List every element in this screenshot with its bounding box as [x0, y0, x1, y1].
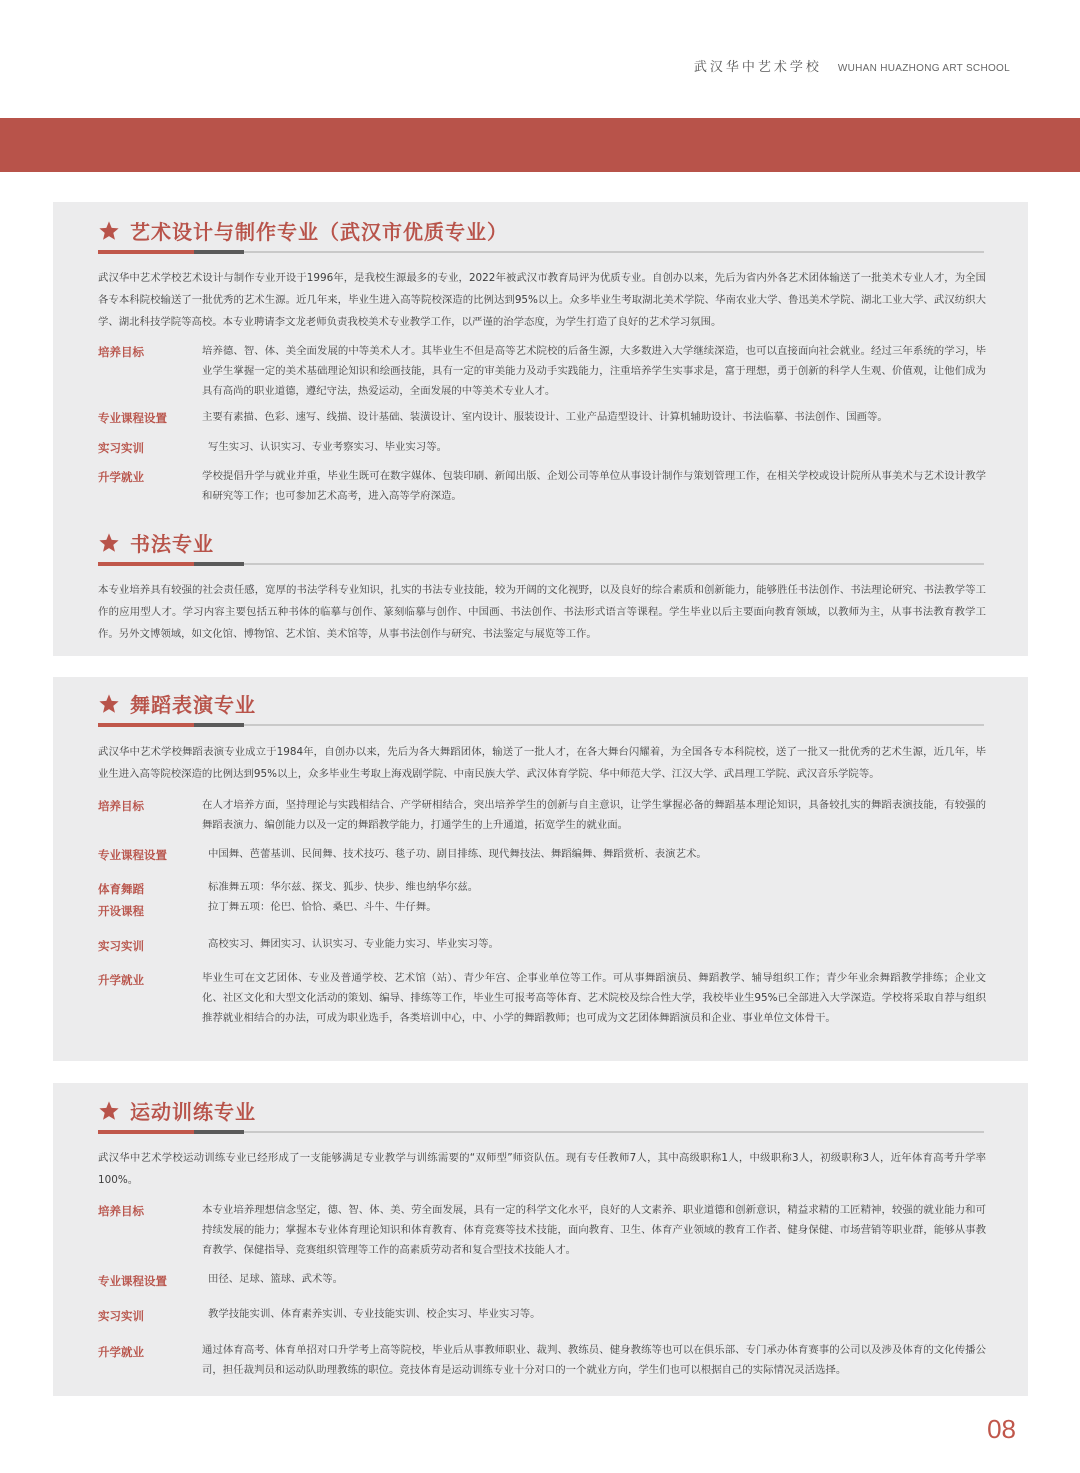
calligraphy-intro: 本专业培养具有较强的社会责任感，宽厚的书法学科专业知识，扎实的书法专业技能，较为开阔的文化视野，以及良好的综合素质和创新能力，能够胜任书法创作、书法理论研究、书法教学等工作的应用型人才。学习内容主要包括五种书体的临摹与创作、篆刻临摹与创作、中国画、书法创作、书法形式语言等课程。学生毕业以后主要面向教育领域，以教师为主，从事书法教育教学工作。另外文博领域，如文化馆、博物馆、艺术馆、美术馆等，从事书法创作与研究、书法鉴定与展览等工作。: [98, 584, 986, 640]
label-practice: 实习实训: [98, 939, 144, 953]
page-header: [694, 56, 1010, 75]
art-design-intro: 武汉华中艺术学校艺术设计与制作专业开设于1996年，是我校生源最多的专业，2022年被武汉市教育局评为优质专业。自创办以来，先后为省内外各艺术团体输送了一批美术专业人才，为全国各专本科院校输送了一批优秀的艺术生源。近几年来，毕业生进入高等院校深造的比例达到95%以上。众多毕业生考取湖北美术学院、华南农业大学、鲁迅美术学院、湖北工业大学、武汉纺织大学、湖北科技学院等高校。本专业聘请李文龙老师负责我校美术专业教学工作，以严谨的治学态度，为学生打造了良好的艺术学习氛围。: [98, 272, 986, 328]
label-career: 升学就业: [98, 973, 144, 987]
label-courses: 专业课程设置: [98, 1274, 167, 1288]
label-courses: 专业课程设置: [98, 411, 167, 425]
art-design-title: 艺术设计与制作专业（武汉市优质专业）: [130, 220, 508, 244]
section-divider: [98, 723, 984, 727]
section-divider: [98, 1130, 984, 1134]
red-banner: [0, 118, 1080, 172]
text-goal: 本专业培养理想信念坚定，德、智、体、美、劳全面发展，具有一定的科学文化水平，良好的人文素养、职业道德和创新意识，精益求精的工匠精神，较强的就业能力和可持续发展的能力；掌握本专业体育理论知识和体育教育、体育竞赛等技术技能，面向教育、卫生、体育产业领域的教育工作者、健身保健、市场营销等职业群，能够从事教育教学、保健指导、竞赛组织管理等工作的高素质劳动者和复合型技术技能人才。: [202, 1204, 986, 1256]
school-name-cn: 武汉华中艺术学校: [693, 60, 822, 75]
text-practice: 写生实习、认识实习、专业考察实习、毕业实习等。: [208, 441, 447, 453]
star-icon: [98, 220, 120, 242]
sports-title: 运动训练专业: [130, 1100, 256, 1124]
panel-art-calligraphy: [53, 202, 1028, 656]
label-sport-dance-courses: 开设课程: [98, 904, 144, 918]
label-practice: 实习实训: [98, 1309, 144, 1323]
dance-title: 舞蹈表演专业: [130, 693, 256, 717]
text-practice: 高校实习、舞团实习、认识实习、专业能力实习、毕业实习等。: [208, 938, 499, 950]
section-divider: [98, 250, 984, 254]
section-title-calligraphy: [98, 528, 214, 557]
label-sport-dance: 体育舞蹈: [98, 882, 144, 896]
panel-sports: [53, 1083, 1028, 1396]
text-courses: 主要有素描、色彩、速写、线描、设计基础、装潢设计、室内设计、服装设计、工业产品造型设计、计算机辅助设计、书法临摹、书法创作、国画等。: [202, 411, 888, 423]
text-career: 毕业生可在文艺团体、专业及普通学校、艺术馆（站）、青少年宫、企事业单位等工作。可从事舞蹈演员、舞蹈教学、辅导组织工作；青少年业余舞蹈教学排练；企业文化、社区文化和大型文化活动的策划、编导、排练等工作，毕业生可报考高等体育、艺术院校及综合性大学，我校毕业生95%已全部进入大学深造。学校将采取自荐与组织推荐就业相结合的办法，可成为职业选手，各类培训中心，中、小学的舞蹈教师；也可成为文艺团体舞蹈演员和企业、事业单位文体骨干。: [202, 972, 986, 1024]
section-divider: [98, 562, 984, 566]
section-title-sports: [98, 1096, 256, 1125]
label-practice: 实习实训: [98, 441, 144, 455]
text-career: 学校提倡升学与就业并重，毕业生既可在数字媒体、包装印刷、新闻出版、企划公司等单位从事设计制作与策划管理工作，在相关学校或设计院所从事美术与艺术设计教学和研究等工作；也可参加艺术高考，进入高等学府深造。: [202, 470, 986, 502]
section-title-art-design: [98, 216, 508, 245]
label-goal: 培养目标: [98, 1204, 144, 1218]
dance-intro: 武汉华中艺术学校舞蹈表演专业成立于1984年，自创办以来，先后为各大舞蹈团体，输送了一批人才，在各大舞台闪耀着，为全国各专本科院校，送了一批又一批优秀的艺术生源，近几年，毕业生进入高等院校深造的比例达到95%以上，众多毕业生考取上海戏剧学院、中南民族大学、武汉体育学院、华中师范大学、江汉大学、武昌理工学院、武汉音乐学院等。: [98, 746, 986, 780]
text-practice: 教学技能实训、体育素养实训、专业技能实训、校企实习、毕业实习等。: [208, 1308, 541, 1320]
text-standard-dance: 标准舞五项：华尔兹、探戈、狐步、快步、维也纳华尔兹。: [208, 881, 479, 893]
text-courses: 田径、足球、篮球、武术等。: [208, 1273, 344, 1285]
text-latin-dance: 拉丁舞五项：伦巴、恰恰、桑巴、斗牛、牛仔舞。: [208, 901, 437, 913]
school-name-en: WUHAN HUAZHONG ART SCHOOL: [837, 63, 1010, 74]
text-courses: 中国舞、芭蕾基训、民间舞、技术技巧、毯子功、剧目排练、现代舞技法、舞蹈编舞、舞蹈赏析、表演艺术。: [208, 848, 707, 860]
page-number: 08: [987, 1414, 1016, 1444]
star-icon: [98, 1100, 120, 1122]
text-career: 通过体育高考、体育单招对口升学考上高等院校，毕业后从事教师职业、裁判、教练员、健身教练等也可以在俱乐部、专门承办体育赛事的公司以及涉及体育的文化传播公司，担任裁判员和运动队助理教练的职位。竞技体育是运动训练专业十分对口的一个就业方向，学生们也可以根据自己的实际情况灵活选择。: [202, 1344, 986, 1376]
star-icon: [98, 532, 120, 554]
label-career: 升学就业: [98, 1345, 144, 1359]
label-goal: 培养目标: [98, 799, 144, 813]
star-icon: [98, 693, 120, 715]
section-title-dance: [98, 689, 256, 718]
text-goal: 培养德、智、体、美全面发展的中等美术人才。其毕业生不但是高等艺术院校的后备生源，大多数进入大学继续深造，也可以直接面向社会就业。经过三年系统的学习，毕业学生掌握一定的美术基础理论知识和绘画技能，具有一定的审美能力及动手实践能力，注重培养学生实事求是，富于理想，勇于创新的科学人生观、价值观，让他们成为具有高尚的职业道德，遵纪守法，热爱运动，全面发展的中等美术专业人才。: [202, 345, 986, 397]
label-goal: 培养目标: [98, 345, 144, 359]
label-career: 升学就业: [98, 470, 144, 484]
calligraphy-title: 书法专业: [130, 532, 214, 556]
panel-dance: [53, 677, 1028, 1061]
text-goal: 在人才培养方面，坚持理论与实践相结合、产学研相结合，突出培养学生的创新与自主意识，让学生掌握必备的舞蹈基本理论知识，具备较扎实的舞蹈表演技能，有较强的舞蹈表演力、编创能力以及一定的舞蹈教学能力，打通学生的上升通道，拓宽学生的就业面。: [202, 799, 986, 831]
sports-intro: 武汉华中艺术学校运动训练专业已经形成了一支能够满足专业教学与训练需要的“双师型”师资队伍。现有专任教师7人，其中高级职称1人，中级职称3人，初级职称3人，近年体育高考升学率100%。: [98, 1152, 986, 1186]
label-courses: 专业课程设置: [98, 848, 167, 862]
